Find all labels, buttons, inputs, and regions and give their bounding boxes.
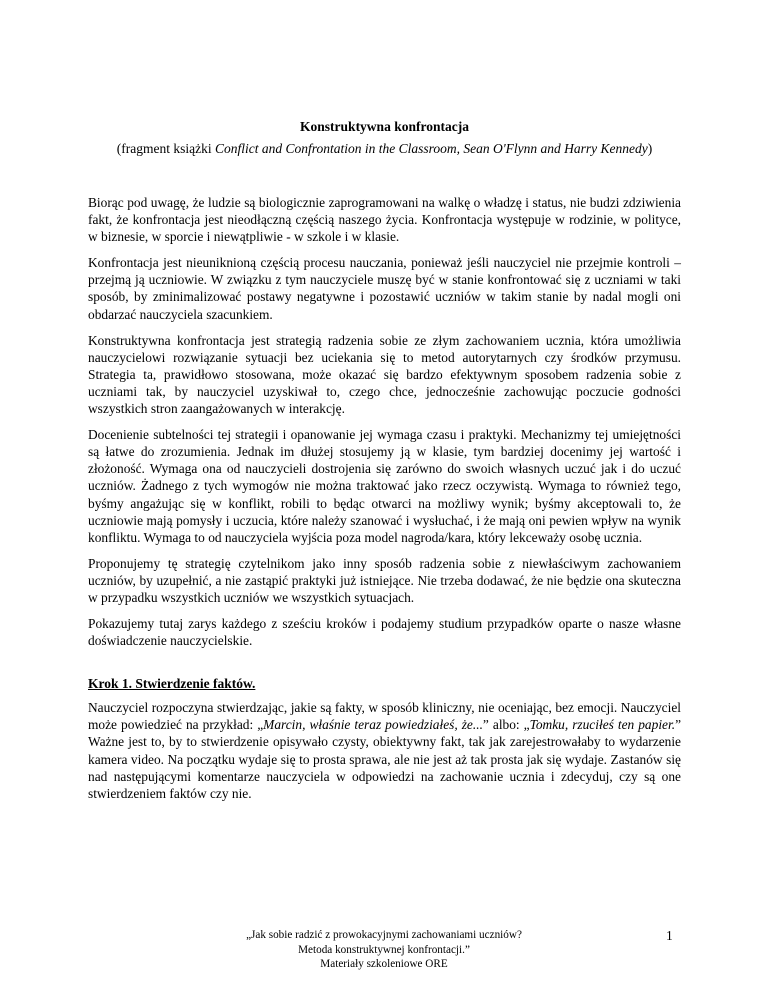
step-1-text-2: ” albo: „ — [482, 717, 530, 733]
subtitle-prefix: (fragment książki — [116, 141, 215, 156]
step-1-example-1: Marcin, właśnie teraz powiedziałeś, że... — [263, 717, 483, 733]
footer-line-1: „Jak sobie radzić z prowokacyjnymi zachowaniami uczniów? — [246, 929, 522, 941]
footer-line-3: Materiały szkoleniowe ORE — [320, 958, 448, 970]
step-1-paragraph — [88, 699, 681, 802]
document-title: Konstruktywna konfrontacja — [300, 119, 469, 134]
footer-line-2: Metoda konstruktywnej konfrontacji.” — [298, 943, 470, 956]
paragraph-1: Biorąc pod uwagę, że ludzie są biologicznie zaprogramowani na walkę o władzę i status, nie budzi zdziwienia fakt, że konfrontacja jest nieodłączną częścią naszego życia. Konfrontacja występuje w rodzinie, w polityce, w biznesie, w sporcie i niewątpliwie - w szkole i w klasie. — [88, 195, 681, 245]
step-1-heading: Krok 1. Stwierdzenie faktów. — [88, 676, 256, 692]
paragraph-5: Proponujemy tę strategię czytelnikom jako inny sposób radzenia sobie z niewłaściwym zachowaniem uczniów, by uzupełnić, a nie zastąpić praktyki już istniejące. Nie trzeba dodawać, że nie będzie ona skuteczna w przypadku wszystkich uczniów we wszystkich sytuacjach. — [88, 555, 681, 605]
paragraph-2: Konfrontacja jest nieuniknioną częścią procesu nauczania, ponieważ jeśli nauczyciel nie przejmie kontroli – przejmą ją uczniowie. W związku z tym nauczyciele muszę być w stanie konfrontować się z uczniami w taki sposób, by zminimalizować postawy negatywne i pozostawić uczniów w takim stanie by nadal mogli oni obdarzać nauczyciela szacunkiem. — [88, 255, 681, 322]
paragraph-3: Konstruktywna konfrontacja jest strategią radzenia sobie ze złym zachowaniem ucznia, która umożliwia nauczycielowi rozwiązanie sytuacji bez uciekania się to metod autorytarnych czy środków przymusu. Strategia ta, prawidłowo stosowana, może okazać się bardzo efektywnym sposobem radzenia sobie z uczniami tak, by nauczyciel uzyskiwał to, czego chce, jednocześnie zachowując poczucie godności wszystkich stron zaangażowanych w interakcję. — [88, 332, 681, 417]
subtitle-suffix: ) — [647, 141, 653, 156]
step-1-text-3: ” Ważne jest to, by to stwierdzenie opisywało czysty, obiektywny fakt, tak jak zarejestrowałaby to wydarzenie kamera video. Na początku wydaje się to prosta sprawa, ale nie jest aż tak prosta jak się wydaje. Zastanów się nad następującymi komentarze nauczyciela w odpowiedzi na zachowanie ucznia i zdecyduj, czy są one stwierdzeniem faktów czy nie. — [88, 717, 682, 801]
step-1-example-2: Tomku, rzuciłeś ten papier. — [529, 717, 676, 733]
step-1-text-1: Nauczyciel rozpoczyna stwierdzając, jakie są fakty, w sposób kliniczny, nie oceniając, bez emocji. Nauczyciel może powiedzieć na przykład: „ — [88, 700, 681, 733]
paragraph-4: Docenienie subtelności tej strategii i opanowanie jej wymaga czasu i praktyki. Mechanizmy tej umiejętności są łatwe do zrozumienia. Jednak im dłużej stosujemy ją w klasie, tym bardziej docenimy jej wartość i złożoność. Wymaga ona od nauczycieli dostrojenia się zarówno do swoich własnych uczuć jak i do uczuć uczniów. Żadnego z tych wymogów nie można traktować jako rzecz oczywistą. Wymaga to również tego, byśmy angażując się w konflikt, robili to będąc otwarci na możliwy wynik; byśmy akceptowali to, że uczniowie mają pomysły i uczucia, które należy szanować i wysłuchać, i że mają oni pewien wpływ na wynik konfliktu. Wymaga to od nauczyciela wyjścia poza model nagroda/kara, który lekceważy osobę ucznia. — [88, 427, 681, 545]
subtitle-book-title: Conflict and Confrontation in the Classroom, Sean O'Flynn and Harry Kennedy — [214, 141, 648, 156]
page-number: 1 — [666, 928, 673, 943]
document-page — [88, 118, 681, 811]
page-footer — [0, 928, 768, 972]
document-subtitle — [88, 140, 681, 158]
paragraph-6: Pokazujemy tutaj zarys każdego z sześciu kroków i podajemy studium przypadków oparte o nasze własne doświadczenie nauczycielskie. — [88, 616, 681, 649]
